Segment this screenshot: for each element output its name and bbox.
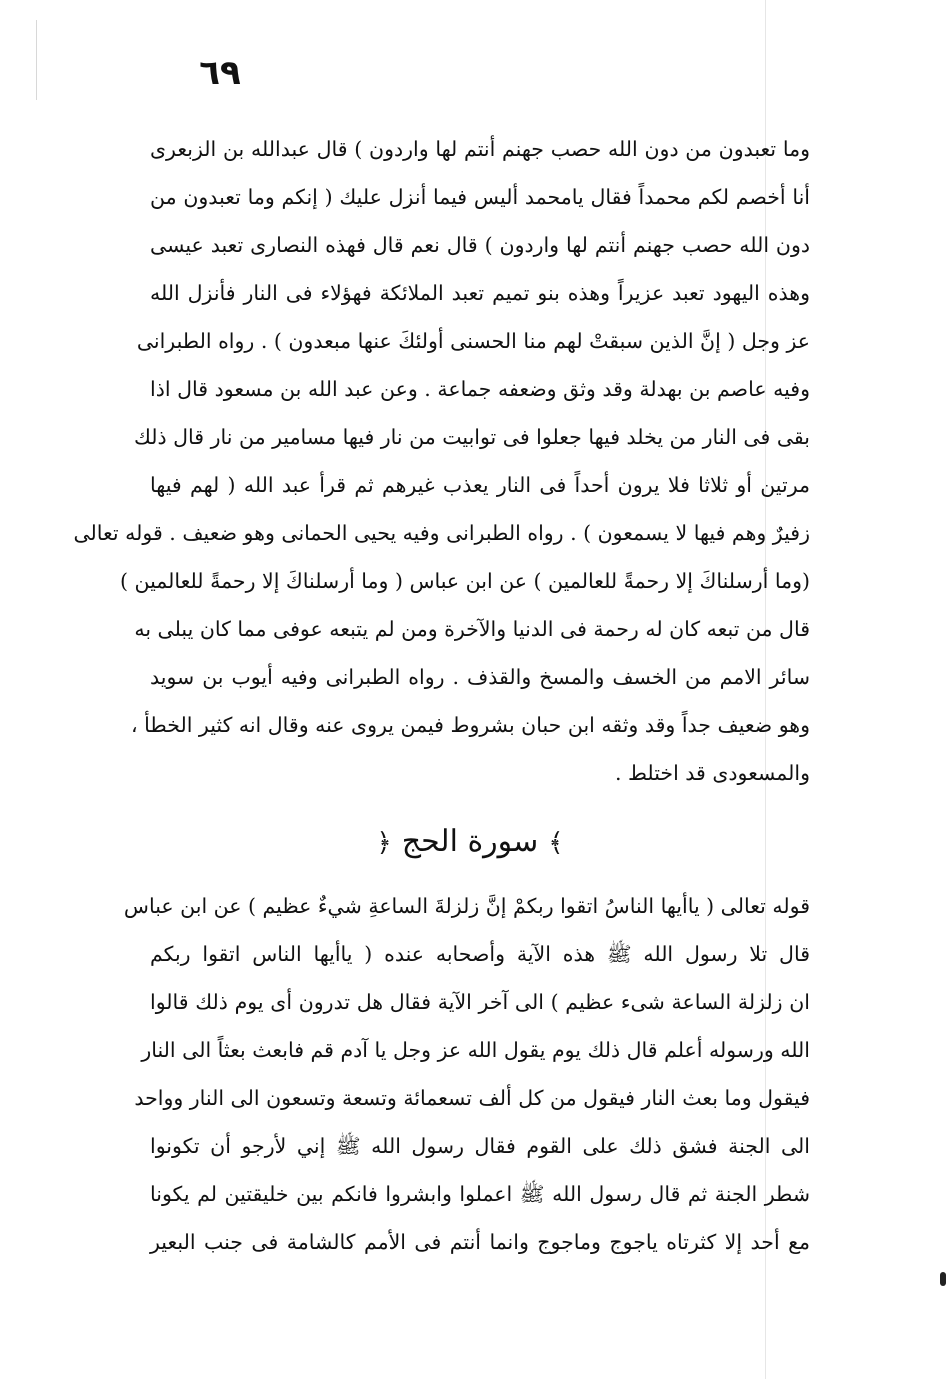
text-line: سائر الامم من الخسف والمسخ والقذف . رواه الطبرانى وفيه أيوب بن سويد (150, 665, 810, 689)
text-line: الله ورسوله أعلم قال ذلك يوم يقول الله عز وجل يا آدم قم فابعث بعثاً الى النار (141, 1038, 810, 1062)
text-line: قوله تعالى ( ياأيها الناسُ اتقوا ربكمْ إنَّ زلزلةَ الساعةِ شيءٌ عظيم ) عن ابن عباس (123, 894, 810, 918)
text-line: قال من تبعه كان له رحمة فى الدنيا والآخرة ومن لم يتبعه عوفى مما كان يبلى به (134, 617, 810, 641)
surah-title: سورة الحج (401, 824, 539, 859)
surah-heading (330, 812, 610, 872)
text-line: مع أحد إلا كثرتاه ياجوج وماجوج وانما أنتم فى الأمم كالشامة فى جنب البعير (150, 1230, 810, 1254)
text-line: شطر الجنة ثم قال رسول الله ﷺ اعملوا وابشروا فانكم بين خليقتين لم يكونا (150, 1182, 810, 1206)
scan-edge-mark (36, 20, 37, 100)
text-line: فيقول وما بعث النار فيقول من كل ألف تسعمائة وتسعة وتسعون الى النار وواحد (134, 1086, 810, 1110)
text-block-bottom (123, 882, 810, 1266)
text-line: عز وجل ( إنَّ الذين سبقتْ لهم منا الحسنى أولئكَ عنها مبعدون ) . رواه الطبرانى (136, 329, 810, 353)
heading-ornament-right: ﴾ (548, 828, 564, 858)
text-line: والمسعودى قد اختلط . (614, 761, 810, 785)
text-line: وما تعبدون من دون الله حصب جهنم أنتم لها واردون ) قال عبدالله بن الزبعرى (150, 137, 810, 161)
text-line: دون الله حصب جهنم أنتم لها واردون ) قال نعم قال فهذه النصارى تعبد عيسى (150, 233, 810, 257)
text-line: وفيه عاصم بن بهدلة وقد وثق وضعفه جماعة . وعن عبد الله بن مسعود قال اذا (150, 377, 810, 401)
text-line: قال تلا رسول الله ﷺ هذه الآية وأصحابه عنده ( ياأيها الناس اتقوا ربكم (150, 942, 810, 966)
text-line: وهو ضعيف جداً وقد وثقه ابن حبان بشروط فيمن يروى عنه وقال انه كثير الخطأ ، (131, 713, 810, 737)
text-line: وهذه اليهود تعبد عزيراً وهذه بنو تميم تعبد الملائكة فهؤلاء فى النار فأنزل الله (150, 281, 810, 305)
heading-ornament-left: ﴿ (376, 828, 392, 858)
text-line: مرتين أو ثلاثا فلا يرون أحداً فى النار يعذب غيرهم ثم قرأ عبد الله ( لهم فيها (150, 473, 810, 497)
text-line: أنا أخصم لكم محمداً فقال يامحمد أليس فيما أنزل عليك ( إنكم وما تعبدون من (150, 185, 810, 209)
text-line: بقى فى النار من يخلد فيها جعلوا فى توابيت من نار فيها مسامير من نار قال ذلك (133, 425, 810, 449)
text-line: (وما أرسلناكَ إلا رحمةً للعالمين ) عن ابن عباس ( وما أرسلناكَ إلا رحمةً للعالمين ) (119, 569, 810, 593)
text-line: زفيرٌ وهم فيها لا يسمعون ) . رواه الطبرانى وفيه يحيى الحمانى وهو ضعيف . قوله تعالى (73, 521, 810, 545)
text-line: ان زلزلة الساعة شىء عظيم ) الى آخر الآية فقال هل تدرون أى يوم ذلك قالوا (150, 990, 810, 1014)
text-line: الى الجنة فشق ذلك على القوم فقال رسول الله ﷺ إني لأرجو أن تكونوا (150, 1134, 810, 1158)
text-block-top (73, 125, 810, 797)
page-number: ٦٩ (199, 53, 241, 93)
scan-ink-mark (940, 1272, 946, 1286)
